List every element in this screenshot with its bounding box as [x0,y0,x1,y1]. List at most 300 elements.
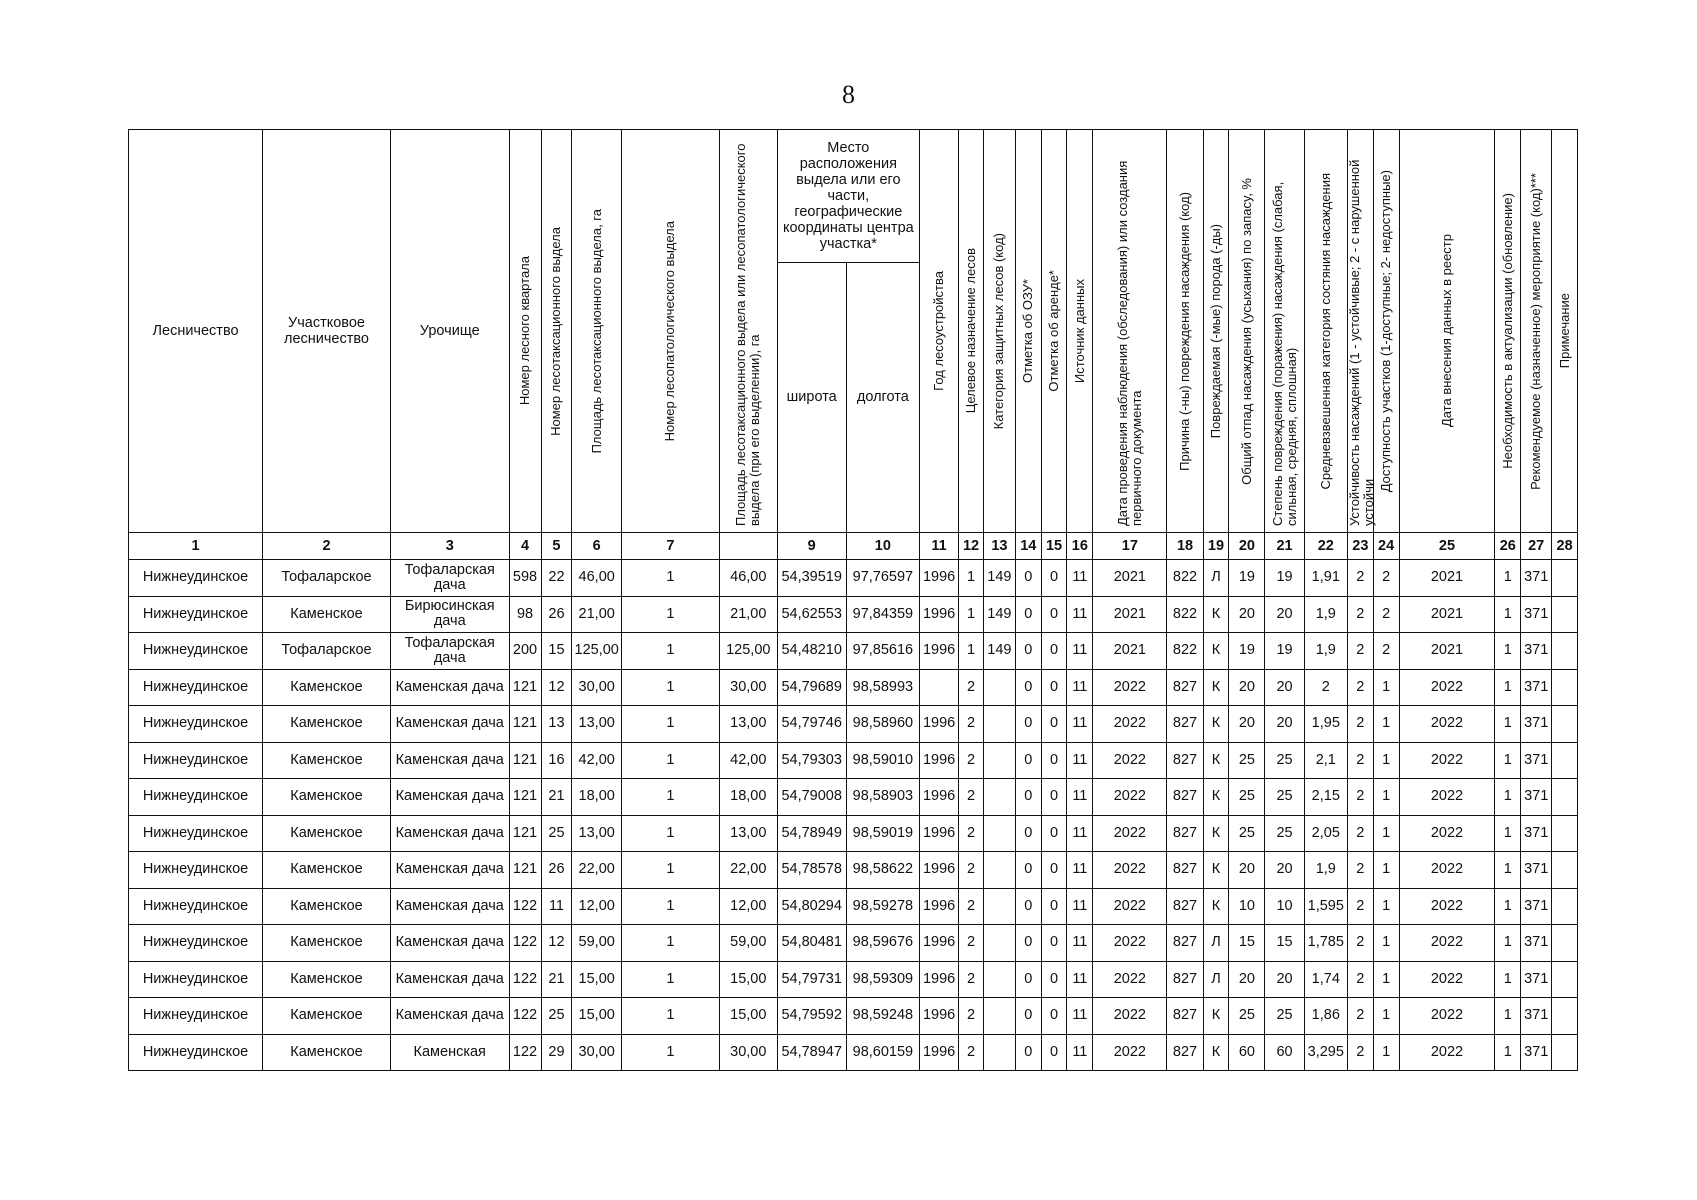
table-cell: 1996 [919,815,958,852]
table-cell: 26 [541,596,572,633]
table-cell: 200 [509,633,541,670]
table-cell: Нижнеудинское [129,706,263,743]
table-cell: 2 [1347,779,1373,816]
table-cell: 125,00 [719,633,777,670]
column-number: 25 [1399,533,1495,560]
table-cell: 0 [1015,742,1041,779]
table-cell: 822 [1167,596,1203,633]
table-cell: Нижнеудинское [129,560,263,597]
table-cell: 2022 [1399,669,1495,706]
table-cell: К [1203,706,1229,743]
forest-pathology-registry-table [128,129,1578,1071]
table-cell: 2 [959,815,984,852]
table-cell: 122 [509,998,541,1035]
table-cell: 121 [509,852,541,889]
table-cell: Каменское [263,998,391,1035]
header-data-source: Источник данных [1067,130,1093,533]
table-cell: 1 [621,1034,719,1071]
table-cell: 15,00 [719,961,777,998]
table-cell: 0 [1015,888,1041,925]
table-cell: 2 [1347,998,1373,1035]
table-cell: 1 [1495,706,1521,743]
table-cell: 371 [1521,742,1552,779]
table-row [129,961,1578,998]
table-cell: 822 [1167,560,1203,597]
table-cell: 2021 [1093,633,1167,670]
column-numbers-row [129,533,1578,560]
table-cell: 16 [541,742,572,779]
table-cell: 1 [1373,669,1399,706]
header-location-coordinates: Место расположения выдела или его части, географические координаты центра участка* [777,130,919,263]
table-cell: К [1203,669,1229,706]
table-cell [1552,925,1578,962]
table-cell: 54,80481 [777,925,846,962]
header-weighted-condition: Средневзвешенная категория состяния насаждения [1304,130,1347,533]
table-cell: 827 [1167,815,1203,852]
table-cell: 1 [1373,815,1399,852]
table-cell: 0 [1015,1034,1041,1071]
table-cell: 0 [1041,1034,1067,1071]
table-cell: 13,00 [719,815,777,852]
table-row [129,669,1578,706]
table-cell: 20 [1229,852,1265,889]
table-cell: 98,59010 [846,742,919,779]
table-row [129,888,1578,925]
table-cell: 11 [541,888,572,925]
table-cell: 0 [1041,852,1067,889]
table-cell: 122 [509,888,541,925]
table-cell: 2 [959,998,984,1035]
table-cell: 371 [1521,669,1552,706]
table-cell: 2022 [1093,925,1167,962]
table-cell: 2 [1347,815,1373,852]
table-cell: 20 [1229,961,1265,998]
table-cell: 1 [621,669,719,706]
table-cell: 0 [1015,706,1041,743]
table-cell [983,669,1015,706]
table-cell: 2 [1347,669,1373,706]
table-cell: 2022 [1399,961,1495,998]
table-cell: Каменская дача [390,998,509,1035]
header-target-purpose: Целевое назначение лесов [959,130,984,533]
column-number: 23 [1347,533,1373,560]
column-number: 20 [1229,533,1265,560]
column-number: 4 [509,533,541,560]
table-cell: 11 [1067,706,1093,743]
table-cell: 2022 [1093,998,1167,1035]
table-cell: 1 [1495,815,1521,852]
table-cell: 59,00 [719,925,777,962]
table-cell: 827 [1167,998,1203,1035]
column-number: 14 [1015,533,1041,560]
table-cell: 0 [1041,815,1067,852]
table-cell: 1 [1373,888,1399,925]
table-cell: 20 [1265,961,1304,998]
table-cell [1552,998,1578,1035]
table-cell: 2022 [1399,925,1495,962]
table-cell [983,815,1015,852]
table-cell: Нижнеудинское [129,596,263,633]
table-cell: 2 [1347,852,1373,889]
table-row [129,852,1578,889]
table-cell: 2 [959,779,984,816]
table-cell: 2 [1347,633,1373,670]
table-cell [1552,852,1578,889]
column-number: 7 [621,533,719,560]
column-number: 3 [390,533,509,560]
table-cell: 11 [1067,888,1093,925]
table-cell: 1 [621,888,719,925]
table-cell: 1 [1495,742,1521,779]
table-row [129,815,1578,852]
header-latitude: широта [777,262,846,532]
table-cell: 19 [1265,633,1304,670]
table-cell: 1 [1373,998,1399,1035]
column-number: 12 [959,533,984,560]
table-cell: 15 [541,633,572,670]
table-cell: 1,95 [1304,706,1347,743]
table-cell: 1 [1373,1034,1399,1071]
table-cell: 1996 [919,560,958,597]
table-cell: 1 [1373,925,1399,962]
table-cell: 2 [1373,560,1399,597]
header-recommended-action: Рекомендуемое (назначенное) мероприятие (код)*** [1521,130,1552,533]
table-cell: 1 [621,998,719,1035]
table-cell: 1996 [919,596,958,633]
table-cell: Тофаларская дача [390,560,509,597]
table-cell: 0 [1041,961,1067,998]
table-cell: 149 [983,596,1015,633]
table-cell: 371 [1521,706,1552,743]
table-cell: 0 [1015,560,1041,597]
table-row [129,1034,1578,1071]
table-cell: 2 [959,742,984,779]
table-cell: 2,1 [1304,742,1347,779]
table-cell: 2022 [1399,1034,1495,1071]
column-number: 28 [1552,533,1578,560]
table-cell: 1 [621,560,719,597]
header-longitude: долгота [846,262,919,532]
column-number: 1 [129,533,263,560]
table-cell: 54,78947 [777,1034,846,1071]
table-cell: 11 [1067,742,1093,779]
table-cell: 46,00 [719,560,777,597]
table-cell [1552,1034,1578,1071]
table-cell: 371 [1521,1034,1552,1071]
table-cell: 0 [1015,779,1041,816]
table-cell [983,706,1015,743]
table-cell: 98,59019 [846,815,919,852]
table-cell: 827 [1167,706,1203,743]
table-cell [919,669,958,706]
table-cell: 2 [959,852,984,889]
table-cell: Нижнеудинское [129,888,263,925]
table-cell: 29 [541,1034,572,1071]
table-cell: 11 [1067,633,1093,670]
header-note: Примечание [1552,130,1578,533]
table-cell: К [1203,852,1229,889]
table-cell: 1 [621,706,719,743]
column-number: 2 [263,533,391,560]
header-forest-inventory-year: Год лесоустройства [919,130,958,533]
table-cell: Каменская дача [390,925,509,962]
table-cell [1552,596,1578,633]
table-cell [1552,961,1578,998]
table-cell: 122 [509,925,541,962]
table-cell: Нижнеудинское [129,742,263,779]
column-number: 21 [1265,533,1304,560]
table-cell: 21 [541,961,572,998]
table-cell: 22,00 [719,852,777,889]
table-cell: 11 [1067,779,1093,816]
table-cell: К [1203,888,1229,925]
table-cell: 11 [1067,925,1093,962]
table-cell: 54,79746 [777,706,846,743]
table-cell: 827 [1167,961,1203,998]
table-cell: 1 [1495,852,1521,889]
table-cell: 1996 [919,888,958,925]
table-cell: 2 [959,888,984,925]
table-cell: 11 [1067,998,1093,1035]
table-cell: Бирюсинская дача [390,596,509,633]
column-number [719,533,777,560]
table-cell: 13 [541,706,572,743]
table-cell: 2022 [1399,815,1495,852]
table-cell: Л [1203,925,1229,962]
table-cell: 19 [1265,560,1304,597]
table-cell: 1996 [919,925,958,962]
header-row-top [129,130,1578,263]
table-cell: 25 [1265,815,1304,852]
table-cell: 0 [1041,888,1067,925]
table-cell: 0 [1041,742,1067,779]
table-cell: 1 [1373,852,1399,889]
table-cell: Каменское [263,1034,391,1071]
table-cell: 1 [959,560,984,597]
table-cell [1552,779,1578,816]
table-cell: 598 [509,560,541,597]
table-cell: 2,05 [1304,815,1347,852]
table-cell: 11 [1067,961,1093,998]
header-lease-mark: Отметка об аренде* [1041,130,1067,533]
table-row [129,596,1578,633]
table-cell: Нижнеудинское [129,669,263,706]
table-cell: 18,00 [719,779,777,816]
table-cell: 42,00 [719,742,777,779]
table-cell: 54,39519 [777,560,846,597]
table-cell: 827 [1167,779,1203,816]
table-cell: 122 [509,961,541,998]
table-cell: 22,00 [572,852,622,889]
table-cell: 30,00 [719,669,777,706]
table-cell: 21 [541,779,572,816]
header-pathology-allotment-area: Площадь лесотаксационного выдела или лесопатологического выдела (при его выделении), га [719,130,777,533]
table-cell: 26 [541,852,572,889]
table-cell: 2 [959,669,984,706]
table-cell: 1,785 [1304,925,1347,962]
table-cell: 1,9 [1304,633,1347,670]
table-cell: 1 [1495,669,1521,706]
table-cell: Каменское [263,925,391,962]
table-cell: 1 [1495,560,1521,597]
table-cell: 15,00 [572,998,622,1035]
table-cell: 2022 [1093,706,1167,743]
table-cell: 371 [1521,961,1552,998]
table-cell: 1 [621,852,719,889]
table-cell: 1996 [919,706,958,743]
column-number: 17 [1093,533,1167,560]
table-cell: 15,00 [572,961,622,998]
table-cell: 371 [1521,633,1552,670]
table-cell: 371 [1521,596,1552,633]
column-number: 15 [1041,533,1067,560]
table-cell: 98,60159 [846,1034,919,1071]
table-cell: 2 [959,1034,984,1071]
table-cell: 25 [1229,742,1265,779]
table-cell: 2 [1347,596,1373,633]
table-cell [983,779,1015,816]
table-cell: 2022 [1093,815,1167,852]
table-cell: 54,79303 [777,742,846,779]
table-cell: 25 [541,815,572,852]
table-cell: 12 [541,925,572,962]
table-cell: 59,00 [572,925,622,962]
table-cell: 2 [1347,706,1373,743]
table-cell: 12 [541,669,572,706]
table-cell: 54,80294 [777,888,846,925]
table-cell: 1 [1495,961,1521,998]
table-cell: 2 [1373,596,1399,633]
table-cell: 2 [959,925,984,962]
table-cell: 1996 [919,742,958,779]
table-cell: 1,74 [1304,961,1347,998]
table-cell: 98 [509,596,541,633]
table-cell: 1 [1495,633,1521,670]
table-cell: К [1203,815,1229,852]
table-cell: 1 [1495,1034,1521,1071]
table-cell: 98,58960 [846,706,919,743]
table-cell: 1996 [919,998,958,1035]
table-cell: 11 [1067,560,1093,597]
table-cell [1552,888,1578,925]
column-number: 22 [1304,533,1347,560]
table-cell: 11 [1067,1034,1093,1071]
table-cell: 1 [621,779,719,816]
table-cell [1552,742,1578,779]
table-cell: 0 [1041,706,1067,743]
table-cell: 1996 [919,779,958,816]
table-cell: 3,295 [1304,1034,1347,1071]
table-cell: Каменская дача [390,669,509,706]
table-cell: 1,86 [1304,998,1347,1035]
table-cell: 54,78949 [777,815,846,852]
table-cell: 2022 [1399,888,1495,925]
table-cell: 1 [1495,925,1521,962]
table-cell: 0 [1015,961,1041,998]
table-cell: Каменская дача [390,852,509,889]
table-cell: 10 [1265,888,1304,925]
table-cell: 97,76597 [846,560,919,597]
table-cell: 54,79731 [777,961,846,998]
table-cell: 2 [1373,633,1399,670]
table-cell: 54,78578 [777,852,846,889]
table-cell: 371 [1521,815,1552,852]
table-cell: 97,84359 [846,596,919,633]
table-cell: Нижнеудинское [129,925,263,962]
table-cell: 97,85616 [846,633,919,670]
table-cell: Каменское [263,779,391,816]
table-cell: 2 [1304,669,1347,706]
table-row [129,742,1578,779]
table-cell: 0 [1041,596,1067,633]
table-cell [983,1034,1015,1071]
table-cell: 15 [1265,925,1304,962]
table-cell: Нижнеудинское [129,852,263,889]
table-cell: 1 [621,633,719,670]
header-damaged-species: Повреждаемая (-мые) порода (-ды) [1203,130,1229,533]
table-cell: Нижнеудинское [129,961,263,998]
table-cell: 2021 [1093,560,1167,597]
table-cell: 2022 [1093,852,1167,889]
table-cell: 2022 [1093,888,1167,925]
table-cell: 1 [621,961,719,998]
column-number: 19 [1203,533,1229,560]
column-number: 9 [777,533,846,560]
header-total-loss: Общий отпад насаждения (усыхания) по запасу, % [1229,130,1265,533]
table-cell: Каменская дача [390,888,509,925]
table-cell: 10 [1229,888,1265,925]
table-cell: 30,00 [572,669,622,706]
table-cell: 1 [621,815,719,852]
table-cell: 827 [1167,925,1203,962]
table-cell: 54,79008 [777,779,846,816]
table-cell: Каменское [263,596,391,633]
table-cell: 19 [1229,560,1265,597]
table-cell: 121 [509,815,541,852]
table-cell: 2022 [1399,852,1495,889]
table-cell [983,961,1015,998]
table-cell: Каменская дача [390,706,509,743]
table-cell: 0 [1015,596,1041,633]
table-cell: Каменское [263,961,391,998]
table-cell: 1996 [919,852,958,889]
header-damage-degree: Степень повреждения (поражения) насаждения (слабая, сильная, средняя, сплошная) [1265,130,1304,533]
header-quarter-number: Номер лесного квартала [509,130,541,533]
table-cell: 2 [1347,560,1373,597]
column-number: 24 [1373,533,1399,560]
table-cell: 15 [1229,925,1265,962]
table-cell: 1 [1495,888,1521,925]
table-cell: Нижнеудинское [129,998,263,1035]
table-cell: 2022 [1399,706,1495,743]
table-cell: 371 [1521,998,1552,1035]
table-cell [1552,560,1578,597]
table-cell: 2021 [1399,560,1495,597]
table-cell: 20 [1229,596,1265,633]
table-cell: 60 [1229,1034,1265,1071]
table-cell: 149 [983,633,1015,670]
table-cell: 125,00 [572,633,622,670]
table-cell: 25 [1265,779,1304,816]
table-cell: Нижнеудинское [129,633,263,670]
table-cell: 20 [1265,596,1304,633]
table-cell: 25 [1229,998,1265,1035]
table-cell: 2 [1347,961,1373,998]
table-cell [983,888,1015,925]
table-cell: 1996 [919,961,958,998]
table-cell: 2022 [1093,961,1167,998]
table-cell: 13,00 [572,815,622,852]
